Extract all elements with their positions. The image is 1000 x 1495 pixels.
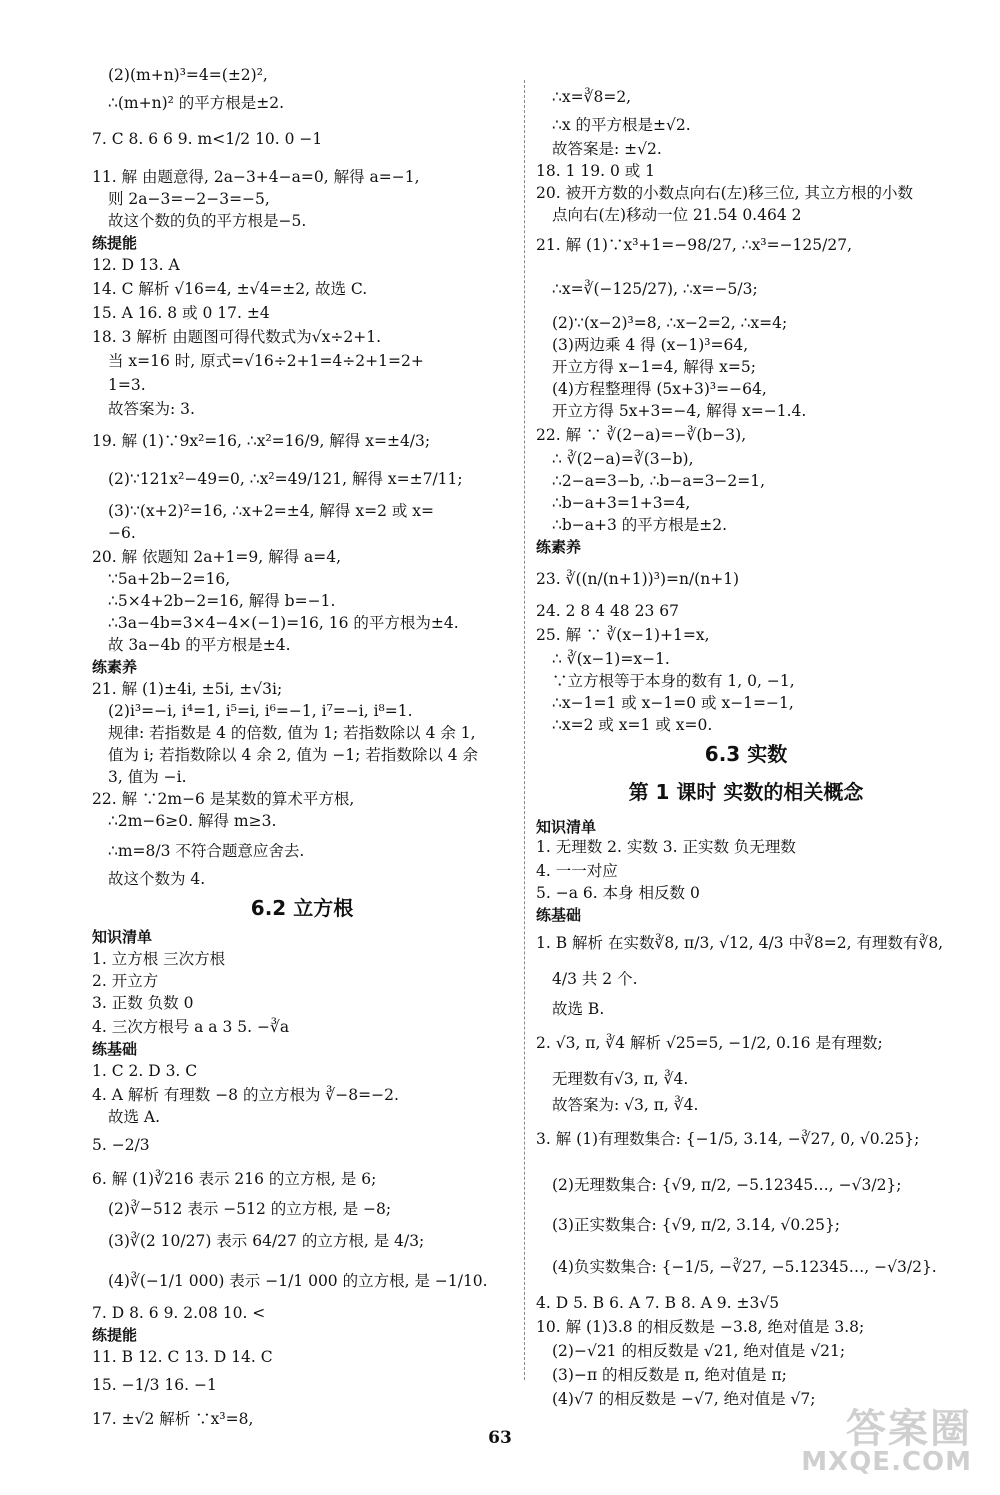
text-line: ∴b−a+3 的平方根是±2. [552, 516, 728, 534]
text-line: ∴m=8/3 不符合题意应舍去. [108, 842, 305, 860]
section-heading: 练基础 [536, 906, 582, 924]
text-line: 4. A 解析 有理数 −8 的立方根为 ∛−8=−2. [92, 1086, 399, 1104]
text-line: 12. D 13. A [92, 256, 180, 274]
text-line: 故答案为: 3. [108, 400, 195, 418]
text-line: 规律: 若指数是 4 的倍数, 值为 1; 若指数除以 4 余 1, [108, 724, 476, 742]
text-line: 11. B 12. C 13. D 14. C [92, 1348, 273, 1366]
text-line: 15. −1/3 16. −1 [92, 1376, 217, 1394]
section-heading: 练素养 [536, 538, 582, 556]
text-line: 5. −a 6. 本身 相反数 0 [536, 884, 700, 902]
text-line: 故这个数为 4. [108, 870, 206, 888]
text-line: 10. 解 (1)3.8 的相反数是 −3.8, 绝对值是 3.8; [536, 1318, 865, 1336]
text-line: ∴2−a=3−b, ∴b−a=3−2=1, [552, 472, 766, 490]
text-line: 1=3. [108, 376, 146, 394]
text-line: ∴x 的平方根是±√2. [552, 116, 691, 134]
text-line: 6. 解 (1)∛216 表示 216 的立方根, 是 6; [92, 1170, 377, 1188]
text-line: 18. 1 19. 0 或 1 [536, 162, 656, 180]
text-line: 2. √3, π, ∛4 解析 √25=5, −1/2, 0.16 是有理数; [536, 1034, 883, 1052]
text-line: 3, 值为 −i. [108, 768, 187, 786]
text-line: ∴x=∛(−125/27), ∴x=−5/3; [552, 280, 758, 298]
text-line: 21. 解 (1)±4i, ±5i, ±√3i; [92, 680, 283, 698]
text-line: 开立方得 x−1=4, 解得 x=5; [552, 358, 756, 376]
text-line: 则 2a−3=−2−3=−5, [108, 190, 270, 208]
text-line: 21. 解 (1)∵x³+1=−98/27, ∴x³=−125/27, [536, 236, 853, 254]
watermark-cn: 答案圈 [846, 1406, 972, 1452]
section-heading: 练素养 [92, 658, 138, 676]
text-line: 1. B 解析 在实数∛8, π/3, √12, 4/3 中∛8=2, 有理数有∛8, [536, 934, 944, 952]
text-line: 11. 解 由题意得, 2a−3+4−a=0, 解得 a=−1, [92, 168, 420, 186]
text-line: ∴x=2 或 x=1 或 x=0. [552, 716, 713, 734]
text-line: 4. 一一对应 [536, 862, 618, 880]
text-line: 7. D 8. 6 9. 2.08 10. < [92, 1304, 266, 1322]
text-line: (2)∛−512 表示 −512 的立方根, 是 −8; [108, 1200, 392, 1218]
text-line: 20. 被开方数的小数点向右(左)移三位, 其立方根的小数 [536, 184, 914, 202]
text-line: 1. C 2. D 3. C [92, 1062, 198, 1080]
text-line: 3. 解 (1)有理数集合: {−1/5, 3.14, −∛27, 0, √0.25}; [536, 1130, 920, 1148]
text-line: −6. [108, 524, 136, 542]
lesson-title: 第 1 课时 实数的相关概念 [628, 780, 864, 804]
text-line: ∵立方根等于本身的数有 1, 0, −1, [552, 672, 795, 690]
text-line: (2)i³=−i, i⁴=1, i⁵=i, i⁶=−1, i⁷=−i, i⁸=1. [108, 702, 413, 720]
text-line: 14. C 解析 √16=4, ±√4=±2, 故选 C. [92, 280, 368, 298]
text-line: ∴3a−4b=3×4−4×(−1)=16, 16 的平方根为±4. [108, 614, 459, 632]
section-title-6-3: 6.3 实数 [704, 742, 788, 766]
text-line: 22. 解 ∵2m−6 是某数的算术平方根, [92, 790, 355, 808]
text-line: 17. ±√2 解析 ∵x³=8, [92, 1410, 254, 1428]
text-line: 3. 正数 负数 0 [92, 994, 194, 1012]
text-line: 4. 三次方根号 a a 3 5. −∛a [92, 1018, 290, 1036]
column-divider [524, 80, 525, 1380]
text-line: 当 x=16 时, 原式=√16÷2+1=4÷2+1=2+ [108, 352, 424, 370]
text-line: (2)∵(x−2)³=8, ∴x−2=2, ∴x=4; [552, 314, 788, 332]
text-line: (4)负实数集合: {−1/5, −∛27, −5.12345…, −√3/2}. [552, 1258, 937, 1276]
text-line: ∴x−1=1 或 x−1=0 或 x−1=−1, [552, 694, 794, 712]
text-line: 故 3a−4b 的平方根是±4. [108, 636, 291, 654]
text-line: 2. 开立方 [92, 972, 159, 990]
text-line: ∴b−a+3=1+3=4, [552, 494, 691, 512]
text-line: 开立方得 5x+3=−4, 解得 x=−1.4. [552, 402, 807, 420]
text-line: 22. 解 ∵ ∛(2−a)=−∛(b−3), [536, 426, 747, 444]
text-line: (2)∵121x²−49=0, ∴x²=49/121, 解得 x=±7/11; [108, 470, 463, 488]
text-line: 故答案为: √3, π, ∛4. [552, 1096, 699, 1114]
text-line: 1. 立方根 三次方根 [92, 950, 226, 968]
text-line: ∴x=∛8=2, [552, 88, 632, 106]
text-line: ∴(m+n)² 的平方根是±2. [108, 94, 285, 112]
text-line: 点向右(左)移动一位 21.54 0.464 2 [552, 206, 802, 224]
text-line: 1. 无理数 2. 实数 3. 正实数 负无理数 [536, 838, 796, 856]
text-line: (4)√7 的相反数是 −√7, 绝对值是 √7; [552, 1390, 816, 1408]
page-number: 63 [488, 1428, 512, 1448]
text-line: (3)两边乘 4 得 (x−1)³=64, [552, 336, 749, 354]
text-line: (3)−π 的相反数是 π, 绝对值是 π; [552, 1366, 787, 1384]
text-line: ∵5a+2b−2=16, [108, 570, 231, 588]
text-line: (3)∵(x+2)²=16, ∴x+2=±4, 解得 x=2 或 x= [108, 502, 435, 520]
text-line: 4. D 5. B 6. A 7. B 8. A 9. ±3√5 [536, 1294, 780, 1312]
text-line: 故选 A. [108, 1108, 161, 1126]
text-line: (2)(m+n)³=4=(±2)², [108, 66, 268, 84]
text-line: (4)方程整理得 (5x+3)³=−64, [552, 380, 767, 398]
section-title-6-2: 6.2 立方根 [250, 896, 354, 920]
section-heading: 练提能 [92, 234, 138, 252]
text-line: 故选 B. [552, 1000, 605, 1018]
text-line: (4)∛(−1/1 000) 表示 −1/1 000 的立方根, 是 −1/10. [108, 1272, 488, 1290]
text-line: (2)−√21 的相反数是 √21, 绝对值是 √21; [552, 1342, 846, 1360]
text-line: ∴2m−6≥0. 解得 m≥3. [108, 812, 277, 830]
text-line: 值为 i; 若指数除以 4 余 2, 值为 −1; 若指数除以 4 余 [108, 746, 479, 764]
text-line: ∴5×4+2b−2=16, 解得 b=−1. [108, 592, 336, 610]
text-line: ∴ ∛(2−a)=∛(3−b), [552, 450, 694, 468]
text-line: 24. 2 8 4 48 23 67 [536, 602, 679, 620]
text-line: 23. ∛((n/(n+1))³)=n/(n+1) [536, 570, 740, 588]
text-line: 故这个数的负的平方根是−5. [108, 212, 307, 230]
text-line: 15. A 16. 8 或 0 17. ±4 [92, 304, 270, 322]
watermark-logo [788, 1397, 978, 1477]
text-line: 故答案是: ±√2. [552, 140, 662, 158]
section-heading: 练基础 [92, 1040, 138, 1058]
section-heading: 练提能 [92, 1326, 138, 1344]
text-line: (2)无理数集合: {√9, π/2, −5.12345…, −√3/2}; [552, 1176, 902, 1194]
text-line: 7. C 8. 6 6 9. m<1/2 10. 0 −1 [92, 130, 323, 148]
text-line: 19. 解 (1)∵9x²=16, ∴x²=16/9, 解得 x=±4/3; [92, 432, 431, 450]
text-line: 18. 3 解析 由题图可得代数式为√x÷2+1. [92, 328, 382, 346]
section-heading: 知识清单 [536, 818, 597, 836]
text-line: 无理数有√3, π, ∛4. [552, 1070, 689, 1088]
text-line: 5. −2/3 [92, 1136, 150, 1154]
text-line: (3)正实数集合: {√9, π/2, 3.14, √0.25}; [552, 1216, 841, 1234]
text-line: ∴ ∛(x−1)=x−1. [552, 650, 670, 668]
text-line: 25. 解 ∵ ∛(x−1)+1=x, [536, 626, 710, 644]
watermark-url: MXQE.COM [801, 1447, 972, 1477]
text-line: 20. 解 依题知 2a+1=9, 解得 a=4, [92, 548, 342, 566]
text-line: (3)∛(2 10/27) 表示 64/27 的立方根, 是 4/3; [108, 1232, 425, 1250]
text-line: 4/3 共 2 个. [552, 970, 638, 988]
section-heading: 知识清单 [92, 928, 153, 946]
